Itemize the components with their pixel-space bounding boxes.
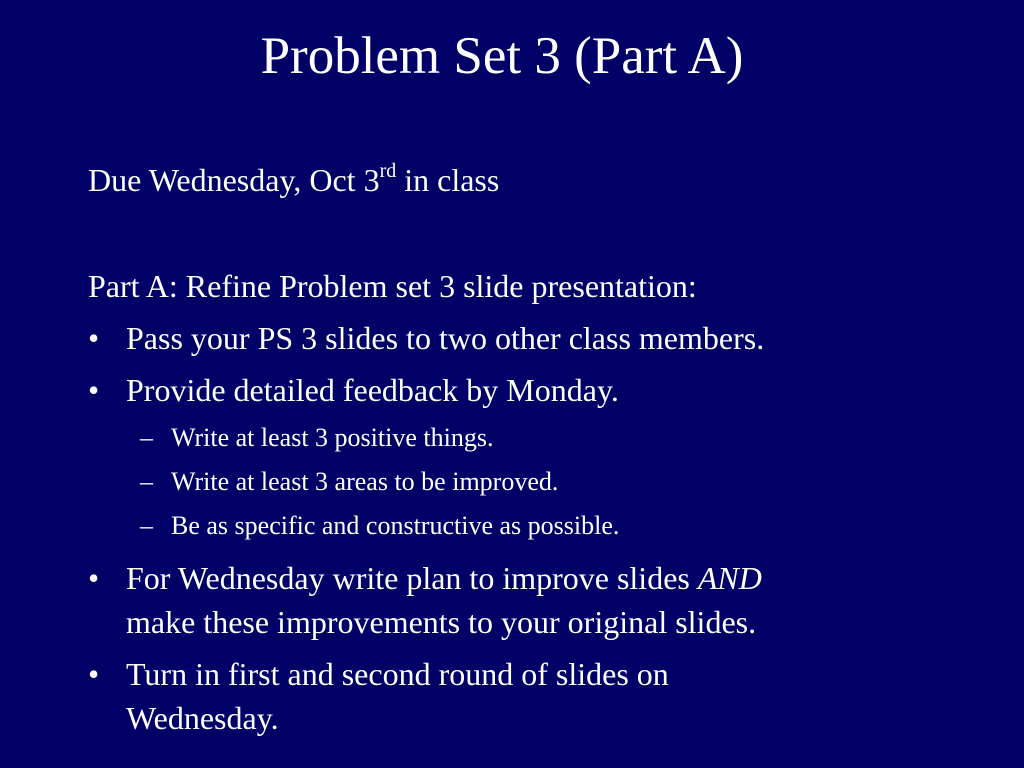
due-date-superscript: rd	[379, 160, 397, 183]
sub-bullet-positive-things: Write at least 3 positive things.	[171, 423, 494, 452]
bullet-marker: •	[88, 320, 100, 356]
bullet-provide-feedback: Provide detailed feedback by Monday.	[126, 372, 619, 408]
bullet-marker: •	[88, 656, 100, 692]
bullet-wednesday-plan-emphasis: AND	[697, 560, 762, 596]
bullet-turn-in-line2: Wednesday.	[126, 700, 279, 736]
bullet-wednesday-plan-line2: make these improvements to your original slides.	[126, 604, 757, 640]
due-date-line	[88, 160, 499, 200]
sub-bullet-areas-improved: Write at least 3 areas to be improved.	[171, 467, 559, 496]
due-date-suffix: in class	[396, 162, 500, 198]
bullet-pass-slides: Pass your PS 3 slides to two other class members.	[126, 320, 765, 356]
sub-bullet-marker: –	[140, 467, 153, 496]
bullet-wednesday-plan-line1	[126, 558, 762, 598]
sub-bullet-specific: Be as specific and constructive as possible.	[171, 511, 620, 540]
slide-title: Problem Set 3 (Part A)	[260, 27, 744, 85]
bullet-wednesday-plan-text: For Wednesday write plan to improve slides	[126, 560, 698, 596]
bullet-marker: •	[88, 560, 100, 596]
sub-bullet-marker: –	[140, 423, 153, 452]
sub-bullet-marker: –	[140, 511, 153, 540]
bullet-turn-in-line1: Turn in first and second round of slides on	[126, 656, 669, 692]
part-a-heading: Part A: Refine Problem set 3 slide presentation:	[88, 268, 697, 304]
due-date-text: Due Wednesday, Oct 3	[88, 162, 380, 198]
bullet-marker: •	[88, 372, 100, 408]
